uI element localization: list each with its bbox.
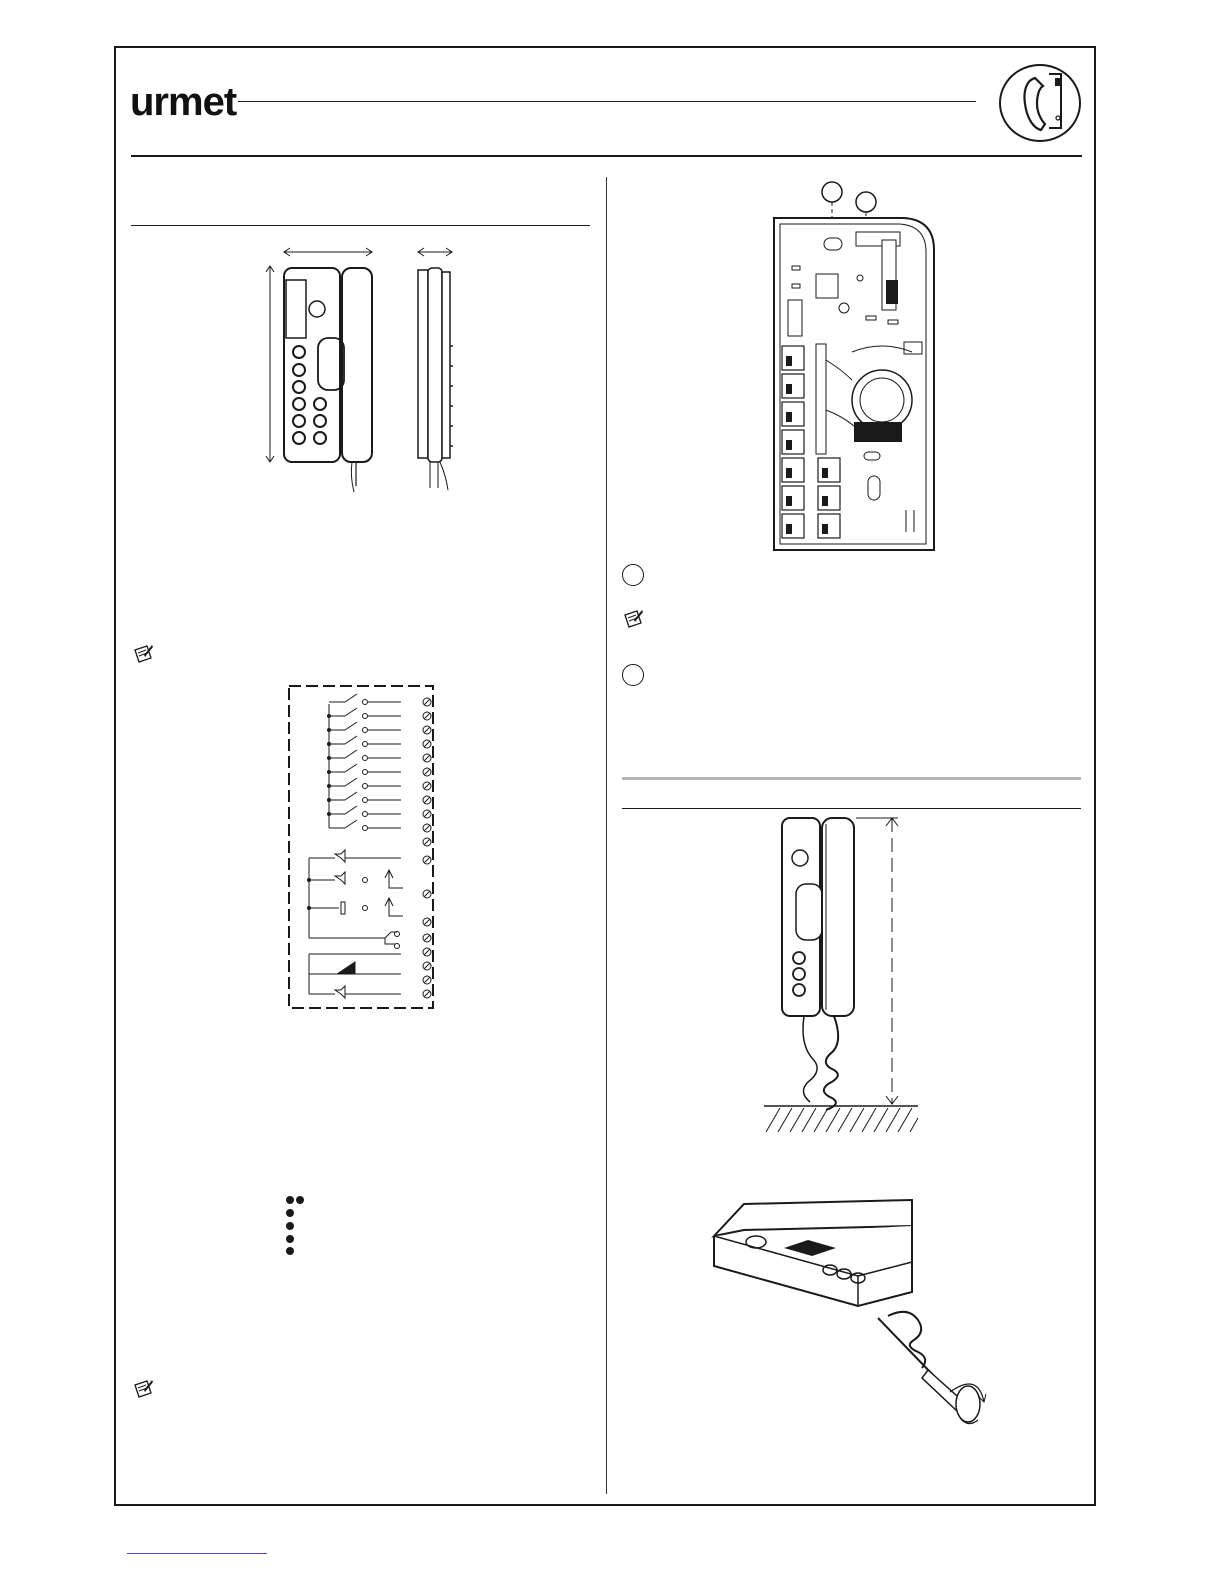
mounting-height-drawing [764, 814, 934, 1136]
handset-icon [1001, 66, 1079, 140]
dimension-drawing [262, 246, 502, 486]
dot-legend [284, 1194, 314, 1256]
note-pencil-icon [132, 643, 154, 665]
left-section-rule [131, 225, 590, 226]
note-pencil-icon [622, 608, 644, 630]
header-bottom-rule [131, 155, 1082, 157]
numbered-circle-icon [622, 564, 644, 586]
circuit-board-drawing [772, 180, 942, 552]
wiring-schematic [285, 682, 445, 1012]
footer-link-underline[interactable] [127, 1553, 267, 1554]
handset-badge [999, 64, 1081, 142]
header-rule [238, 101, 976, 102]
numbered-circle-icon [622, 664, 644, 686]
brand-logo: urmet [130, 80, 237, 124]
note-pencil-icon [132, 1378, 154, 1400]
screwdriver-drawing [708, 1196, 998, 1436]
right-section-rule [622, 808, 1081, 809]
column-divider [606, 177, 607, 1494]
right-section-rule-grey [622, 777, 1081, 780]
